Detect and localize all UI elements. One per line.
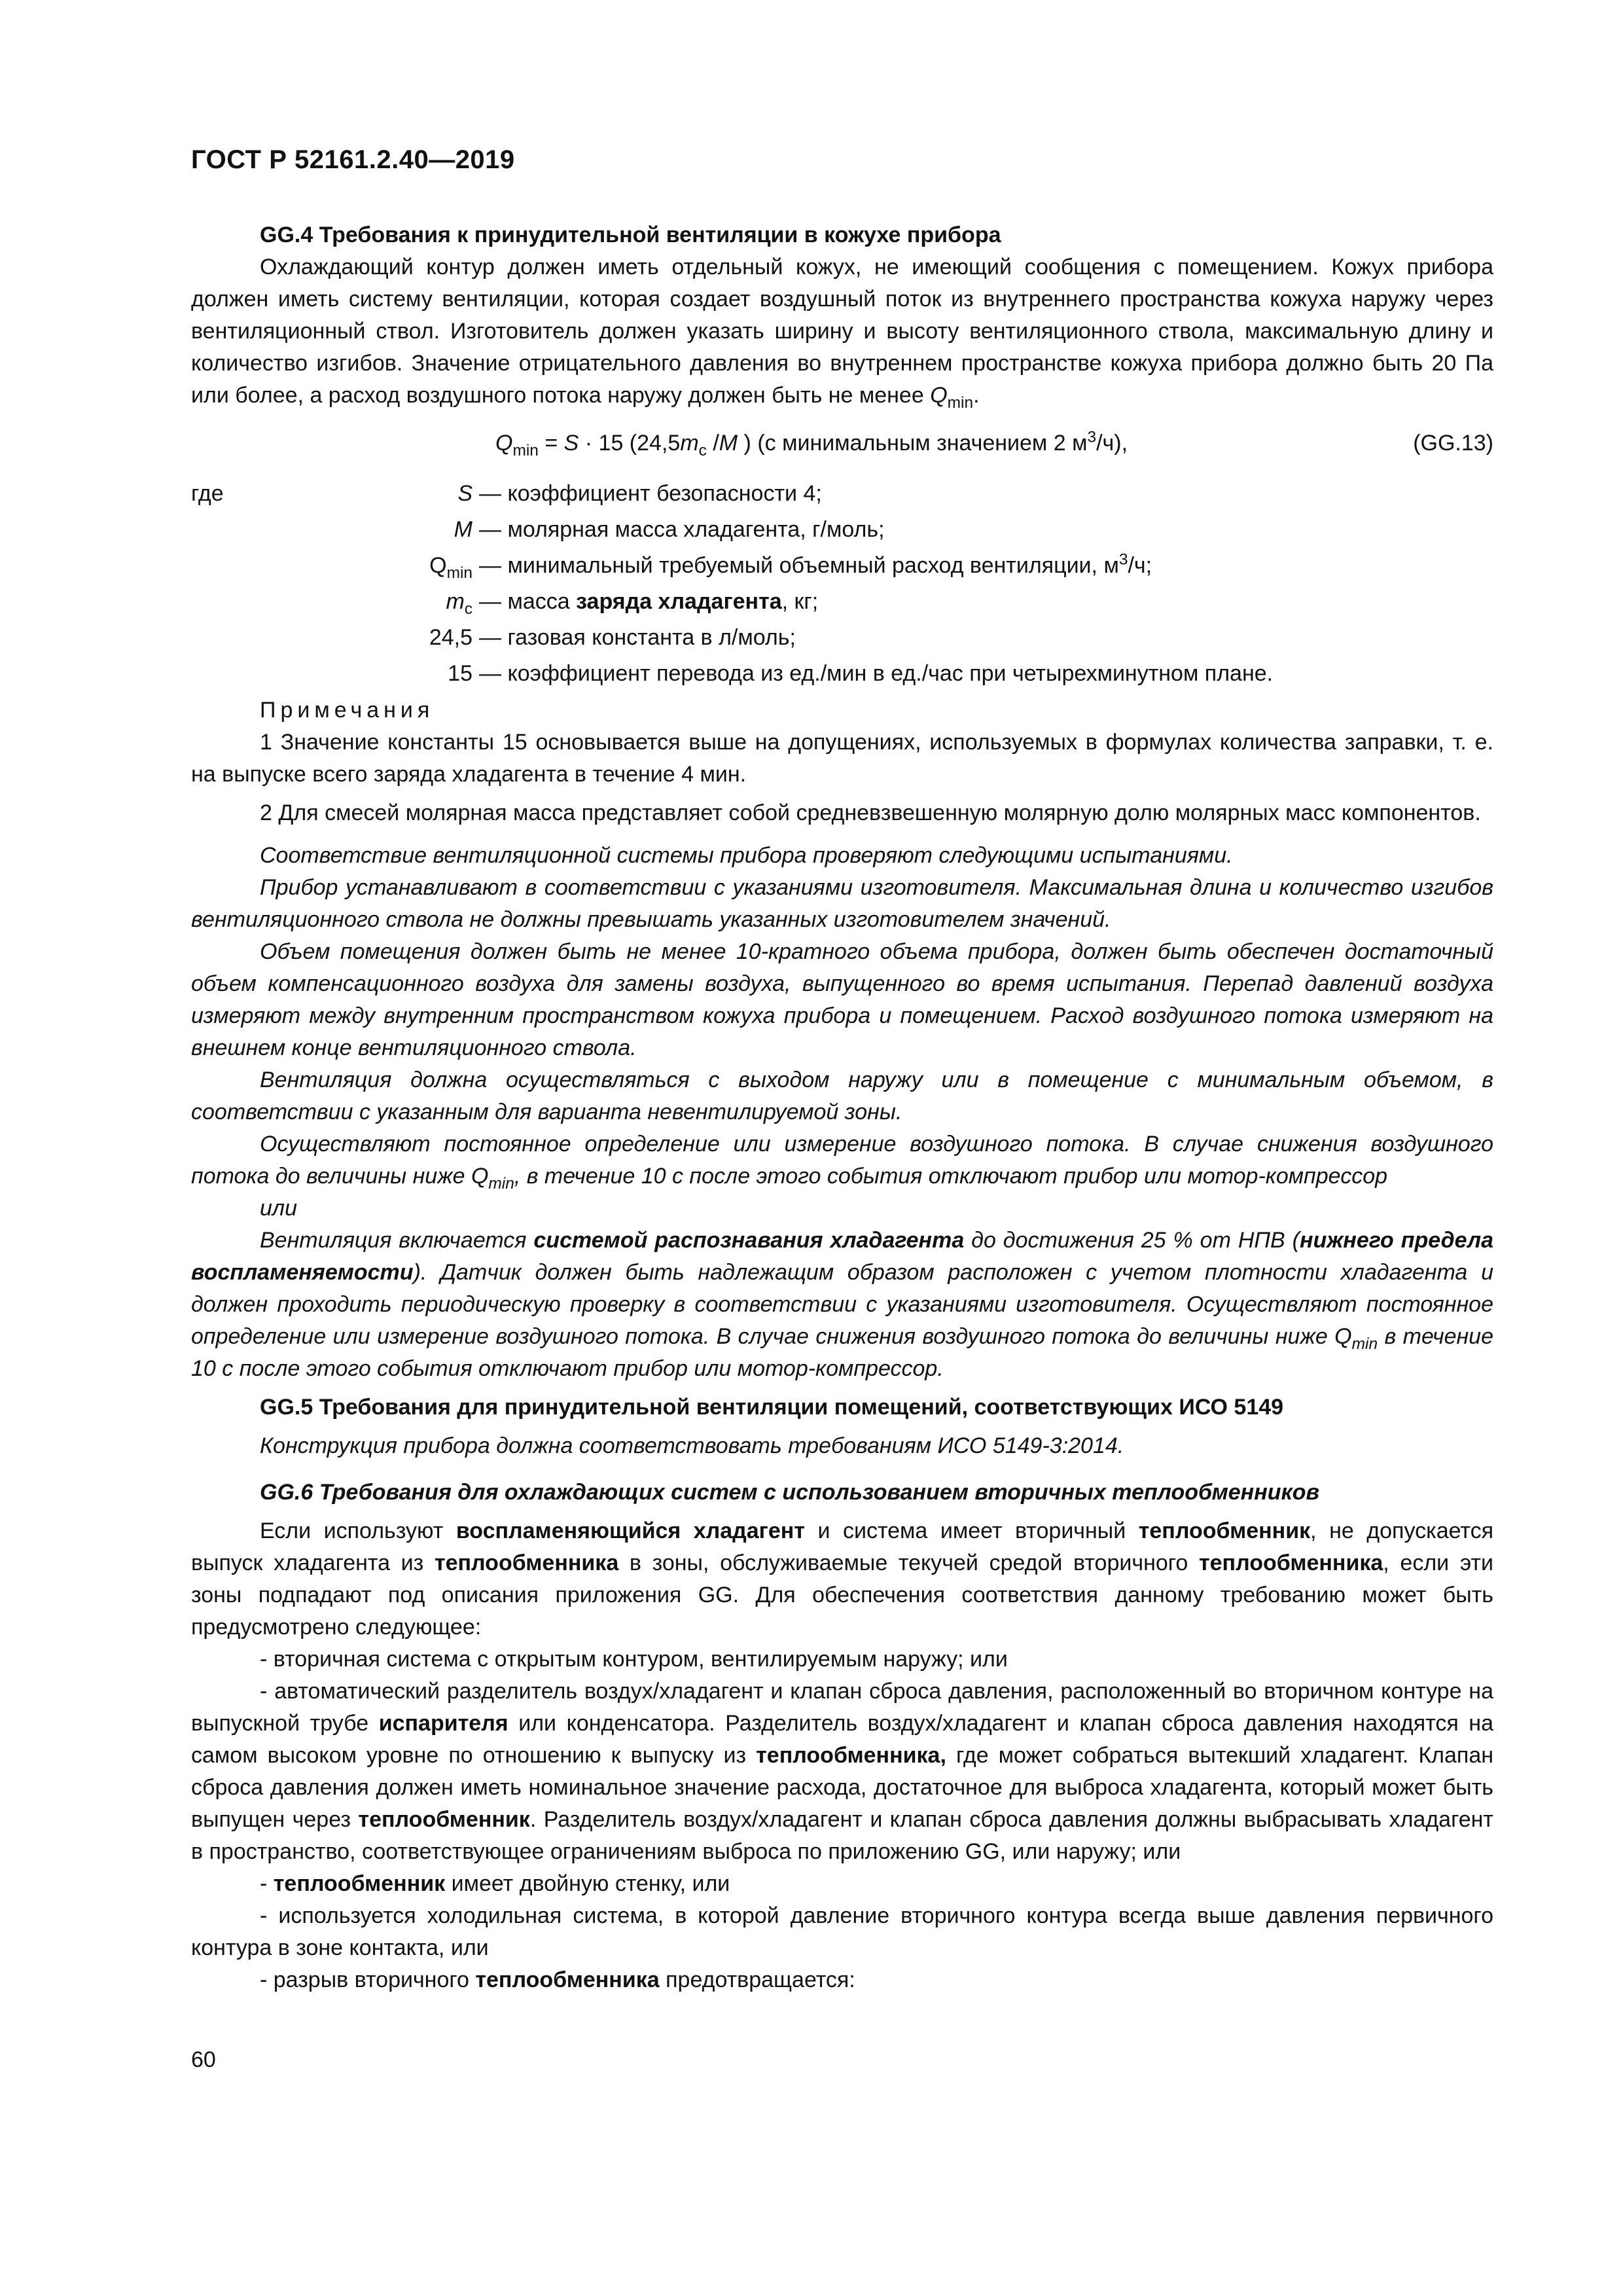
compliance-paragraph: Прибор устанавливают в соответствии с указаниями изготовителя. Максимальная длина и количество изгибов вентиляционного ствола не должны превышать указанных изготовителем значений. <box>191 875 1493 932</box>
compliance-paragraph: Объем помещения должен быть не менее 10-кратного объема прибора, должен быть обеспечен достаточный объем компенсационного воздуха для замены воздуха, выпущенного во время испытания. Перепад давлений воздуха измеряют между внутренним пространством кожуха прибора и помещением. Расход воздушного потока измеряют на внешнем конце вентиляционного ствола. <box>191 939 1493 1060</box>
list-item: - автоматический разделитель воздух/хладагент и клапан сброса давления, расположенный во вторичном контуре на выпускной трубе испарителя или конденсатора. Разделитель воздух/хладагент и клапан сброса давления находятся на самом высоком уровне по отношению к выпуску из теплообменника, где может собраться вытекший хладагент. Клапан сброса давления должен иметь номинальное значение расхода, достаточное для выброса хладагента, который может быть выпущен через теплообменник. Разделитель воздух/хладагент и клапан сброса давления должны выбрасывать хладагент в пространство, соответствующее ограничениям выброса по приложению GG, или наружу; или <box>191 1679 1494 1864</box>
list-item: - разрыв вторичного теплообменника предотвращается: <box>260 1967 855 1992</box>
document-body <box>191 219 1493 1996</box>
gg5-heading: GG.5 Требования для принудительной вентиляции помещений, соответствующих ИСО 5149 <box>260 1395 1284 1420</box>
gg4-paragraph: Охлаждающий контур должен иметь отдельный кожух, не имеющий сообщения с помещением. Кожух прибора должен иметь систему вентиляции, которая создает воздушный поток из внутреннего пространства кожуха наружу через вентиляционный ствол. Изготовитель должен указать ширину и высоту вентиляционного ствола, максимальную длину и количество изгибов. Значение отрицательного давления во внутреннем пространстве кожуха прибора должно быть 20 Па или более, а расход воздушного потока наружу должен быть не менее $Q_{min}$. <box>191 255 1493 412</box>
definition-row: M — молярная масса хладагента, г/моль; <box>454 517 885 542</box>
gg4-heading: GG.4 Требования к принудительной вентиляции в кожухе прибора <box>260 223 1001 247</box>
definitions-list <box>191 476 1493 692</box>
formula-expression: $Q_{min} = S \cdot 15$ ($24,5m_c$ /M ) (с минимальным значением 2 $м^3/ч$), <box>495 428 1128 459</box>
list-item: - теплообменник имеет двойную стенку, или <box>260 1871 730 1896</box>
note-2: 2 Для смесей молярная масса представляет собой средневзвешенную молярную долю молярных масс компонентов. <box>260 800 1481 825</box>
where-label: где <box>191 481 224 506</box>
compliance-or: или <box>260 1196 297 1221</box>
definition-row: $Q_{min}$ — минимальный требуемый объемный расход вентиляции, $м^3/ч$; <box>429 550 1152 582</box>
formula-number: (GG.13) <box>1413 431 1493 456</box>
gg5-paragraph: Конструкция прибора должна соответствовать требованиям ИСО 5149-3:2014. <box>260 1433 1124 1458</box>
formula-gg13 <box>191 412 1493 476</box>
definition-row: 24,5 — газовая константа в л/моль; <box>429 625 796 650</box>
gg6-paragraph: Если используют воспламеняющийся хладагент и система имеет вторичный теплообменник, не допускается выпуск хладагента из теплообменника в зоны, обслуживаемые текучей средой вторичного теплообменника, если эти зоны подпадают под описания приложения GG. Для обеспечения соответствия данному требованию может быть предусмотрено следующее: <box>191 1518 1493 1640</box>
note-1: 1 Значение константы 15 основывается выше на допущениях, используемых в формулах количества заправки, т. е. на выпуске всего заряда хладагента в течение 4 мин. <box>191 730 1493 787</box>
document-header: ГОСТ Р 52161.2.40—2019 <box>191 145 515 174</box>
compliance-paragraph: Вентиляция включается системой распознавания хладагента до достижения 25 % от НПВ (нижнего предела воспламеняемости). Датчик должен быть надлежащим образом расположен с учетом плотности хладагента и должен проходить периодическую проверку в соответствии с указаниями изготовителя. Осуществляют постоянное определение или измерение воздушного потока. В случае снижения воздушного потока до величины ниже $Q_{min}$ в течение 10 с после этого события отключают прибор или мотор-компрессор. <box>191 1228 1494 1381</box>
page-number: 60 <box>191 2047 216 2072</box>
definition-row: 15 — коэффициент перевода из ед./мин в ед./час при четырехминутном плане. <box>448 661 1274 686</box>
compliance-paragraph: Соответствие вентиляционной системы прибора проверяют следующими испытаниями. <box>260 843 1233 868</box>
gg6-heading: GG.6 Требования для охлаждающих систем с использованием вторичных теплообменников <box>260 1480 1320 1505</box>
definition-row: $m_c$ — масса заряда хладагента, кг; <box>446 589 819 618</box>
notes-heading: Примечания <box>260 698 435 723</box>
list-item: - вторичная система с открытым контуром, вентилируемым наружу; или <box>260 1647 1008 1672</box>
compliance-paragraph: Вентиляция должна осуществляться с выходом наружу или в помещение с минимальным объемом, в соответствии с указанным для варианта невентилируемой зоны. <box>191 1067 1493 1124</box>
list-item: - используется холодильная система, в которой давление вторичного контура всегда выше давления первичного контура в зоне контакта, или <box>191 1903 1493 1960</box>
definition-row: где S — коэффициент безопасности 4; <box>191 476 1493 512</box>
compliance-paragraph: Осуществляют постоянное определение или измерение воздушного потока. В случае снижения воздушного потока до величины ниже $Q_{min}$, в течение 10 с после этого события отключают прибор или мотор-компрессор <box>191 1132 1493 1193</box>
